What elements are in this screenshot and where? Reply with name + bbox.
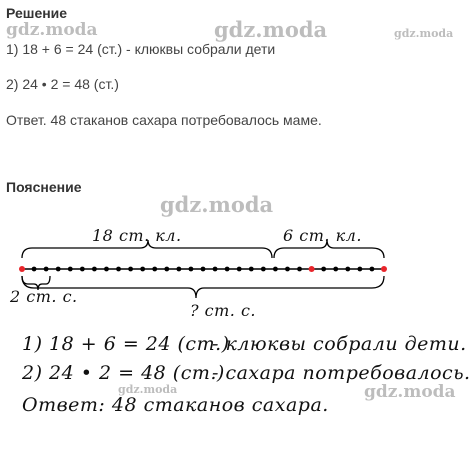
- diagram-label-unit: 2 ст. с.: [10, 287, 78, 306]
- segment-point-accent: [309, 266, 315, 272]
- diagram-label-total: ? ст. с.: [190, 301, 257, 320]
- segment-point: [273, 267, 278, 272]
- solution-line-1: 1) 18 + 6 = 24 (ст.) - клюквы собрали дети: [6, 41, 276, 57]
- segment-point: [44, 267, 49, 272]
- hand-line-1-note: - клюквы собрали дети.: [212, 333, 467, 355]
- segment-point: [32, 267, 37, 272]
- watermark-text: gdz.moda: [214, 17, 328, 42]
- segment-point: [152, 267, 157, 272]
- watermark-text: gdz.moda: [6, 20, 98, 40]
- segment-point: [116, 267, 121, 272]
- segment-point: [92, 267, 97, 272]
- explanation-heading: Пояснение: [6, 179, 82, 195]
- segment-point: [68, 267, 73, 272]
- segment-point: [297, 267, 302, 272]
- hand-line-2-note: - сахара потребовалось.: [212, 362, 471, 384]
- segment-point: [357, 267, 362, 272]
- segment-point: [176, 267, 181, 272]
- segment-point-accent: [381, 266, 387, 272]
- segment-point: [321, 267, 326, 272]
- watermark-text: gdz.moda: [394, 27, 454, 40]
- segment-point: [164, 267, 169, 272]
- segment-point: [104, 267, 109, 272]
- segment-point: [261, 267, 266, 272]
- segment-point: [237, 267, 242, 272]
- segment-point: [345, 267, 350, 272]
- hand-line-2-expr: 2) 24 • 2 = 48 (ст.): [22, 362, 225, 384]
- watermark-text: gdz.moda: [118, 383, 178, 396]
- solution-line-2: 2) 24 • 2 = 48 (ст.): [6, 76, 119, 92]
- segment-point-accent: [19, 266, 25, 272]
- segment-point: [213, 267, 218, 272]
- segment-point: [225, 267, 230, 272]
- segment-point: [56, 267, 61, 272]
- segment-point: [201, 267, 206, 272]
- segment-point: [285, 267, 290, 272]
- diagram-label-left: 18 ст. кл.: [92, 226, 182, 245]
- segment-point: [189, 267, 194, 272]
- segment-point: [370, 267, 375, 272]
- watermark-text: gdz.moda: [364, 382, 456, 402]
- segment-point: [128, 267, 133, 272]
- segment-point: [333, 267, 338, 272]
- segment-point: [249, 267, 254, 272]
- diagram-label-right: 6 ст. кл.: [283, 226, 362, 245]
- hand-answer: Ответ: 48 стаканов сахара.: [22, 394, 329, 416]
- watermark-text: gdz.moda: [160, 192, 274, 217]
- segment-point: [140, 267, 145, 272]
- solution-heading: Решение: [6, 5, 68, 21]
- segment-point: [80, 267, 85, 272]
- solution-answer: Ответ. 48 стаканов сахара потребовалось маме.: [6, 112, 322, 128]
- hand-line-1-expr: 1) 18 + 6 = 24 (ст.): [22, 333, 230, 355]
